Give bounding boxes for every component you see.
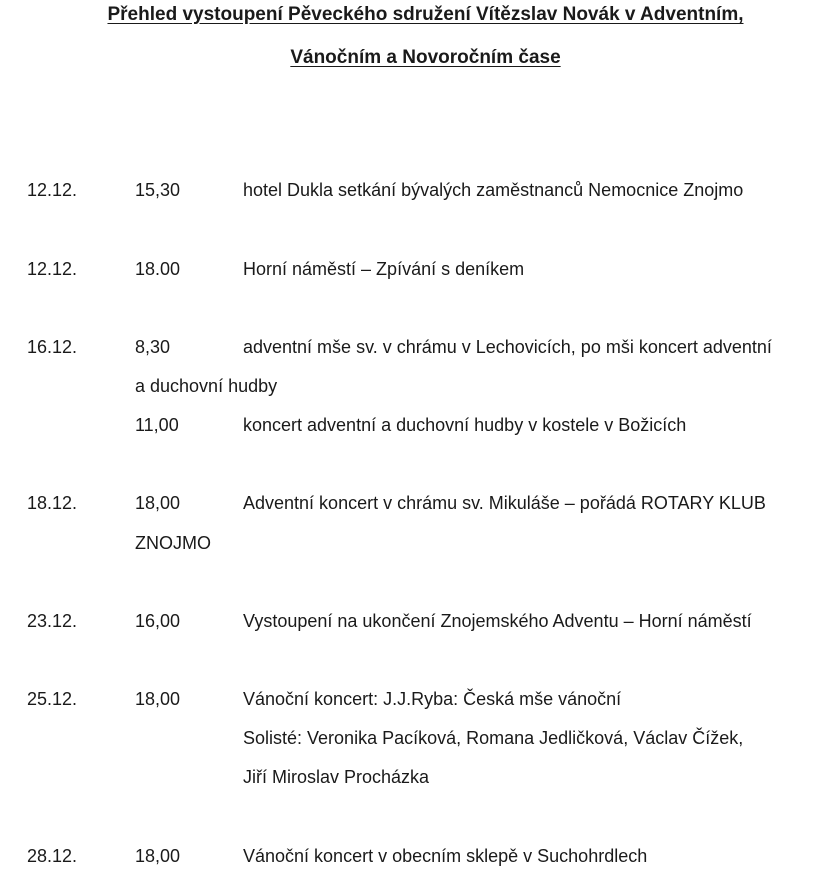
event-description-continuation: ZNOJMO <box>135 533 211 553</box>
event-date: 18.12. <box>27 493 78 513</box>
event-description-line-3: Jiří Miroslav Procházka <box>243 767 430 787</box>
event-date: 25.12. <box>27 689 78 709</box>
event-time: 18,00 <box>135 846 181 866</box>
event-time: 16,00 <box>135 611 181 631</box>
event-date: 12.12. <box>27 180 78 200</box>
event-date: 12.12. <box>27 259 78 279</box>
event-description: Adventní koncert v chrámu sv. Mikuláše – pořádá ROTARY KLUB <box>243 493 766 513</box>
event-description: Horní náměstí – Zpívání s deníkem <box>243 259 525 279</box>
event-time: 18,00 <box>135 689 181 709</box>
event-description: Vystoupení na ukončení Znojemského Adventu – Horní náměstí <box>243 611 752 631</box>
event-description: Vánoční koncert v obecním sklepě v Suchohrdlech <box>243 846 648 866</box>
event-time: 18.00 <box>135 259 181 279</box>
event-date: 23.12. <box>27 611 78 631</box>
event-date: 16.12. <box>27 337 78 357</box>
event-date: 28.12. <box>27 846 78 866</box>
event-sub-description: koncert adventní a duchovní hudby v kostele v Božicích <box>243 415 687 435</box>
event-description: Vánoční koncert: J.J.Ryba: Česká mše vánoční <box>243 689 622 709</box>
document-title-line-2: Vánočním a Novoročním čase <box>290 47 561 68</box>
event-description: adventní mše sv. v chrámu v Lechovicích, po mši koncert adventní <box>243 337 772 357</box>
event-description-continuation: a duchovní hudby <box>135 376 278 396</box>
document-title-line-1: Přehled vystoupení Pěveckého sdružení Vítězslav Novák v Adventním, <box>107 4 744 25</box>
event-time: 18,00 <box>135 493 181 513</box>
event-description: hotel Dukla setkání bývalých zaměstnanců Nemocnice Znojmo <box>243 180 744 200</box>
event-time: 8,30 <box>135 337 171 357</box>
event-sub-time: 11,00 <box>135 415 179 435</box>
event-description-line-2: Solisté: Veronika Pacíková, Romana Jedličková, Václav Čížek, <box>243 728 744 748</box>
event-time: 15,30 <box>135 180 181 200</box>
